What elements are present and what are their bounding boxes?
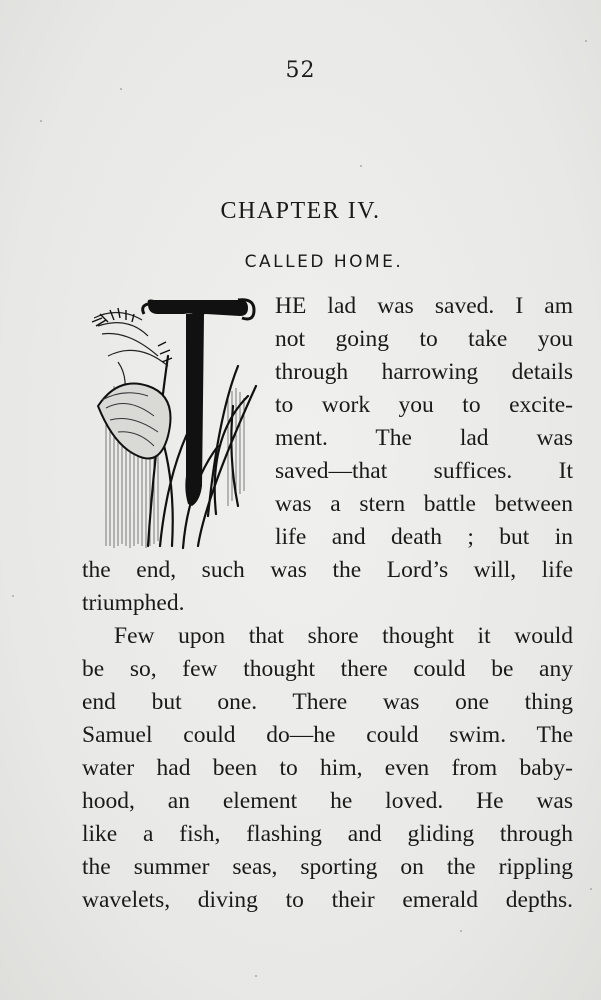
text-line: was a stern battle between — [275, 491, 573, 517]
text-line: HE lad was saved. I am — [275, 293, 573, 319]
ornamental-dropcap-t-icon — [88, 296, 266, 552]
text-line: triumphed. — [82, 590, 185, 616]
paper-speck — [590, 888, 592, 890]
paper-speck — [12, 595, 14, 597]
page-number: 52 — [285, 58, 316, 83]
text-line: end but one. There was one thing — [82, 689, 573, 715]
text-line: Samuel could do—he could swim. The — [82, 722, 573, 748]
paper-speck — [120, 88, 122, 90]
text-line: the end, such was the Lord’s will, life — [82, 557, 573, 583]
paper-speck — [585, 40, 587, 42]
paper-speck — [40, 120, 42, 122]
text-line: saved—that suffices. It — [275, 458, 573, 484]
text-line: hood, an element he loved. He was — [82, 788, 573, 814]
chapter-title: CHAPTER IV. — [220, 198, 381, 224]
text-line: water had been to him, even from baby- — [82, 755, 573, 781]
text-line: wavelets, diving to their emerald depths. — [82, 887, 573, 913]
paper-speck — [255, 975, 257, 977]
text-line: like a fish, flashing and gliding through — [82, 821, 573, 847]
text-line: through harrowing details — [275, 359, 573, 385]
chapter-subtitle: CALLED HOME. — [244, 252, 404, 272]
text-line: Few upon that shore thought it would — [114, 623, 573, 649]
text-line: be so, few thought there could be any — [82, 656, 573, 682]
text-line: to work you to excite- — [275, 392, 573, 418]
text-line: the summer seas, sporting on the rippling — [82, 854, 573, 880]
text-line: life and death ; but in — [275, 524, 573, 550]
paper-speck — [360, 165, 362, 167]
text-line: ment. The lad was — [275, 425, 573, 451]
paper-speck — [460, 930, 462, 932]
text-line: not going to take you — [275, 326, 573, 352]
